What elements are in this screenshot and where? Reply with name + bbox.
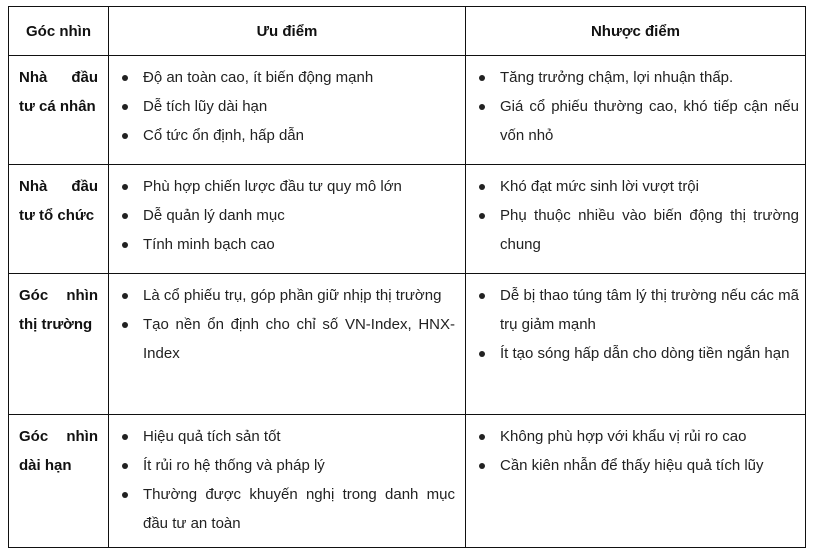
list-item xyxy=(109,310,455,368)
list-item-text: Ít rủi ro hệ thống và pháp lý xyxy=(143,457,325,474)
bullet-icon xyxy=(122,104,128,110)
list-item-text: Dễ quản lý danh mục xyxy=(143,207,285,224)
bullet-icon xyxy=(122,75,128,81)
list-item xyxy=(109,201,455,230)
perspective-cell xyxy=(9,56,109,165)
bullet-icon xyxy=(122,293,128,299)
perspective-line-1 xyxy=(19,172,98,201)
list-item-text: Cổ tức ổn định, hấp dẫn xyxy=(143,127,304,144)
table-row xyxy=(9,415,806,548)
list-item xyxy=(466,201,799,259)
list-item-text: Phụ thuộc nhiều vào biến động thị trường chung xyxy=(500,207,799,253)
pros-cell xyxy=(109,415,466,548)
cons-cell xyxy=(466,274,806,415)
list-item-text: Giá cổ phiếu thường cao, khó tiếp cận nếu vốn nhỏ xyxy=(500,98,799,144)
pros-list xyxy=(109,415,465,538)
bullet-icon xyxy=(479,213,485,219)
perspective-line-1 xyxy=(19,281,98,310)
bullet-icon xyxy=(122,322,128,328)
bullet-icon xyxy=(479,463,485,469)
list-item-text: Không phù hợp với khẩu vị rủi ro cao xyxy=(500,428,747,445)
list-item-text: Là cổ phiếu trụ, góp phần giữ nhịp thị trường xyxy=(143,287,442,304)
perspective-line-2: tư cá nhân xyxy=(19,98,96,115)
perspective-word: Góc xyxy=(19,428,49,445)
header-cons: Nhược điểm xyxy=(466,7,806,56)
table-row xyxy=(9,165,806,274)
pros-cell xyxy=(109,165,466,274)
list-item xyxy=(466,92,799,150)
list-item-text: Dễ tích lũy dài hạn xyxy=(143,98,268,115)
cons-cell xyxy=(466,415,806,548)
list-item-text: Thường được khuyến nghị trong danh mục đầu tư an toàn xyxy=(143,486,455,532)
perspective-word: nhìn xyxy=(66,428,98,445)
cons-cell xyxy=(466,165,806,274)
comparison-table xyxy=(8,6,806,548)
bullet-icon xyxy=(479,184,485,190)
header-perspective: Góc nhìn xyxy=(9,7,109,56)
pros-cell xyxy=(109,56,466,165)
table-row xyxy=(9,56,806,165)
cons-list xyxy=(466,56,805,150)
bullet-icon xyxy=(479,104,485,110)
list-item-text: Độ an toàn cao, ít biến động mạnh xyxy=(143,69,374,86)
list-item xyxy=(109,281,455,310)
list-item xyxy=(109,63,455,92)
perspective-word: đầu xyxy=(71,178,98,195)
perspective-cell xyxy=(9,274,109,415)
perspective-line-1 xyxy=(19,422,98,451)
bullet-icon xyxy=(122,184,128,190)
bullet-icon xyxy=(479,75,485,81)
bullet-icon xyxy=(479,293,485,299)
list-item-text: Ít tạo sóng hấp dẫn cho dòng tiền ngắn hạn xyxy=(500,345,790,362)
bullet-icon xyxy=(122,242,128,248)
pros-list xyxy=(109,274,465,368)
list-item xyxy=(466,339,799,368)
list-item-text: Khó đạt mức sinh lời vượt trội xyxy=(500,178,699,195)
list-item xyxy=(109,172,455,201)
perspective-line-2: dài hạn xyxy=(19,457,72,474)
header-pros: Ưu điểm xyxy=(109,7,466,56)
pros-list xyxy=(109,165,465,259)
list-item-text: Dễ bị thao túng tâm lý thị trường nếu các mã trụ giảm mạnh xyxy=(500,287,799,333)
list-item xyxy=(466,281,799,339)
perspective-line-2: tư tổ chức xyxy=(19,207,95,224)
list-item xyxy=(109,92,455,121)
perspective-word: đầu xyxy=(71,69,98,86)
bullet-icon xyxy=(479,351,485,357)
bullet-icon xyxy=(122,434,128,440)
list-item xyxy=(109,121,455,150)
perspective-line-2: thị trường xyxy=(19,316,93,333)
list-item xyxy=(109,451,455,480)
table-row xyxy=(9,274,806,415)
perspective-cell xyxy=(9,165,109,274)
list-item-text: Tăng trưởng chậm, lợi nhuận thấp. xyxy=(500,69,734,86)
list-item-text: Phù hợp chiến lược đầu tư quy mô lớn xyxy=(143,178,402,195)
list-item xyxy=(466,451,799,480)
header-row xyxy=(9,7,806,56)
cons-cell xyxy=(466,56,806,165)
perspective-word: nhìn xyxy=(66,287,98,304)
perspective-word: Nhà xyxy=(19,178,48,195)
list-item xyxy=(466,172,799,201)
cons-list xyxy=(466,274,805,368)
list-item-text: Tạo nền ổn định cho chỉ số VN-Index, HNX-Index xyxy=(143,316,455,362)
perspective-cell xyxy=(9,415,109,548)
perspective-word: Góc xyxy=(19,287,49,304)
list-item-text: Hiệu quả tích sản tốt xyxy=(143,428,281,445)
list-item xyxy=(109,230,455,259)
bullet-icon xyxy=(122,463,128,469)
bullet-icon xyxy=(479,434,485,440)
bullet-icon xyxy=(122,133,128,139)
list-item xyxy=(109,422,455,451)
list-item-text: Tính minh bạch cao xyxy=(143,236,275,253)
perspective-word: Nhà xyxy=(19,69,48,86)
bullet-icon xyxy=(122,213,128,219)
cons-list xyxy=(466,415,805,480)
perspective-line-1 xyxy=(19,63,98,92)
bullet-icon xyxy=(122,492,128,498)
list-item xyxy=(109,480,455,538)
cons-list xyxy=(466,165,805,259)
list-item xyxy=(466,63,799,92)
pros-list xyxy=(109,56,465,150)
pros-cell xyxy=(109,274,466,415)
list-item xyxy=(466,422,799,451)
list-item-text: Cần kiên nhẫn để thấy hiệu quả tích lũy xyxy=(500,457,764,474)
